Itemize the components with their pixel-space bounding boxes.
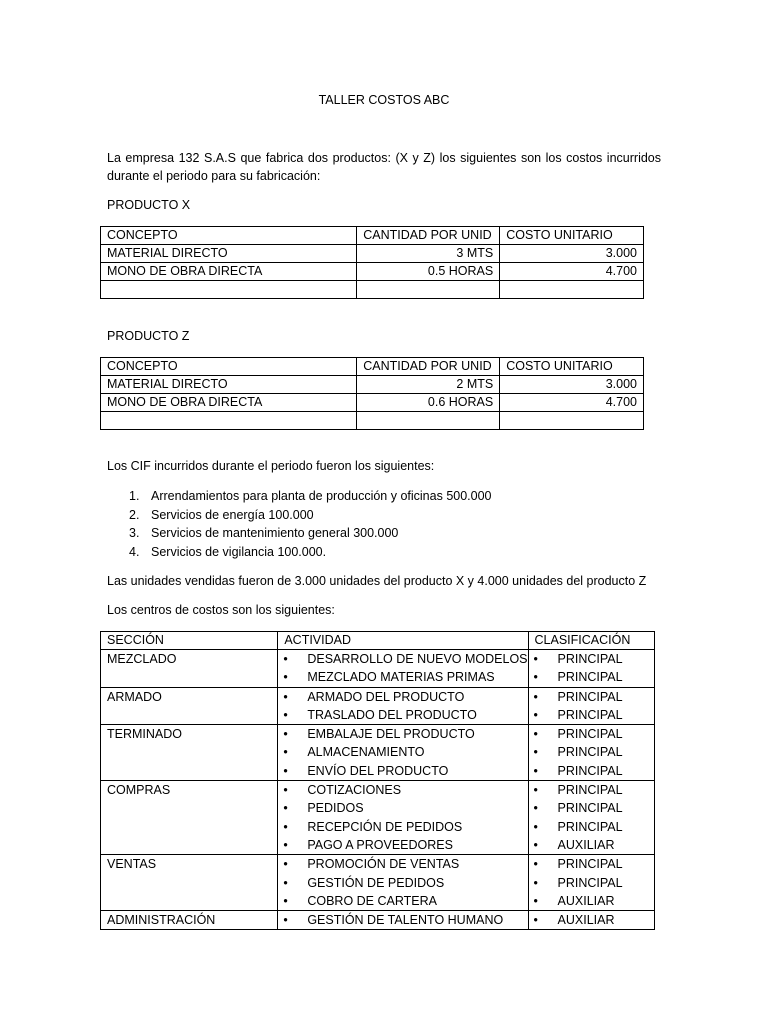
classification-cell [528, 650, 654, 688]
header-cell: CANTIDAD POR UNID [357, 227, 500, 245]
activity-cell [278, 855, 528, 911]
section-cell: TERMINADO [101, 725, 278, 781]
header-cell: ACTIVIDAD [278, 632, 528, 650]
activity-item: • PAGO A PROVEEDORES [278, 836, 527, 854]
list-number: 3. [129, 526, 140, 540]
header-cell: SECCIÓN [101, 632, 278, 650]
classification-item: • AUXILIAR [529, 911, 654, 929]
concept-cell: MONO DE OBRA DIRECTA [101, 394, 357, 412]
table-row [101, 263, 644, 281]
classification-item: • PRINCIPAL [529, 725, 654, 743]
classification-item: • PRINCIPAL [529, 855, 654, 873]
classification-item: • PRINCIPAL [529, 818, 654, 836]
classification-item: • PRINCIPAL [529, 743, 654, 761]
table-row [101, 394, 644, 412]
classification-item: • PRINCIPAL [529, 781, 654, 799]
units-sold-text: Las unidades vendidas fueron de 3.000 unidades del producto X y 4.000 unidades del producto Z [107, 574, 647, 588]
list-item [107, 506, 492, 525]
header-cell: COSTO UNITARIO [500, 227, 644, 245]
product-x-table [100, 226, 644, 299]
empty-cell [101, 412, 357, 430]
product-z-table [100, 357, 644, 430]
section-cell: VENTAS [101, 855, 278, 911]
page-title: TALLER COSTOS ABC [318, 93, 450, 107]
classification-item: • PRINCIPAL [529, 762, 654, 780]
table-header-row [101, 227, 644, 245]
list-number: 1. [129, 489, 140, 503]
list-text: Servicios de mantenimiento general 300.000 [151, 526, 399, 540]
activity-cell [278, 781, 528, 855]
activity-cell [278, 911, 528, 930]
activity-item: • TRASLADO DEL PRODUCTO [278, 706, 527, 724]
empty-cell [500, 281, 644, 299]
table-row [101, 650, 655, 688]
classification-item: • PRINCIPAL [529, 668, 654, 686]
section-cell: ADMINISTRACIÓN [101, 911, 278, 930]
section-cell: COMPRAS [101, 781, 278, 855]
concept-cell: MATERIAL DIRECTO [101, 245, 357, 263]
table-row [101, 725, 655, 781]
intro-paragraph: La empresa 132 S.A.S que fabrica dos productos: (X y Z) los siguientes son los costos incurridos durante el periodo para su fabricación: [107, 151, 661, 183]
classification-item: • PRINCIPAL [529, 688, 654, 706]
list-item [107, 487, 492, 506]
quantity-cell: 0.5 HORAS [357, 263, 500, 281]
activity-item: • ARMADO DEL PRODUCTO [278, 688, 527, 706]
activity-item: • DESARROLLO DE NUEVO MODELOS [278, 650, 527, 668]
classification-cell [528, 911, 654, 930]
activity-cell [278, 650, 528, 688]
classification-item: • PRINCIPAL [529, 799, 654, 817]
list-text: Servicios de energía 100.000 [151, 507, 314, 522]
classification-item: • PRINCIPAL [529, 874, 654, 892]
empty-cell [357, 281, 500, 299]
list-item [107, 524, 492, 543]
empty-row [101, 281, 644, 299]
list-item [107, 543, 492, 562]
activity-cell [278, 725, 528, 781]
activity-item: • ENVÍO DEL PRODUCTO [278, 762, 527, 780]
list-number: 2. [129, 507, 140, 522]
cost-cell: 3.000 [500, 376, 644, 394]
activity-item: • COTIZACIONES [278, 781, 527, 799]
list-text: Arrendamientos para planta de producción y oficinas 500.000 [151, 489, 492, 503]
table-header-row [101, 632, 655, 650]
empty-cell [500, 412, 644, 430]
classification-cell [528, 725, 654, 781]
list-number: 4. [129, 544, 140, 559]
quantity-cell: 3 MTS [357, 245, 500, 263]
section-cell: ARMADO [101, 687, 278, 725]
activity-item: • PROMOCIÓN DE VENTAS [278, 855, 527, 873]
empty-row [101, 412, 644, 430]
activity-item: • GESTIÓN DE TALENTO HUMANO [278, 911, 527, 929]
table-row [101, 376, 644, 394]
activity-cell [278, 687, 528, 725]
centers-intro: Los centros de costos son los siguientes: [107, 603, 335, 617]
concept-cell: MATERIAL DIRECTO [101, 376, 357, 394]
classification-item: • AUXILIAR [529, 892, 654, 910]
activity-item: • MEZCLADO MATERIAS PRIMAS [278, 668, 527, 686]
classification-cell [528, 687, 654, 725]
cost-centers-table [100, 631, 655, 930]
table-row [101, 781, 655, 855]
table-row [101, 855, 655, 911]
quantity-cell: 0.6 HORAS [357, 394, 500, 412]
table-row [101, 687, 655, 725]
table-header-row [101, 358, 644, 376]
cif-list [107, 487, 492, 561]
cost-cell: 3.000 [500, 245, 644, 263]
empty-cell [101, 281, 357, 299]
classification-item: • PRINCIPAL [529, 650, 654, 668]
header-cell: CLASIFICACIÓN [528, 632, 654, 650]
section-cell: MEZCLADO [101, 650, 278, 688]
classification-item: • AUXILIAR [529, 836, 654, 854]
classification-item: • PRINCIPAL [529, 706, 654, 724]
header-cell: COSTO UNITARIO [500, 358, 644, 376]
activity-item: • COBRO DE CARTERA [278, 892, 527, 910]
table-row [101, 911, 655, 930]
activity-item: • RECEPCIÓN DE PEDIDOS [278, 818, 527, 836]
activity-item: • GESTIÓN DE PEDIDOS [278, 874, 527, 892]
cif-intro: Los CIF incurridos durante el periodo fueron los siguientes: [107, 459, 435, 473]
quantity-cell: 2 MTS [357, 376, 500, 394]
cost-cell: 4.700 [500, 263, 644, 281]
header-cell: CANTIDAD POR UNID [357, 358, 500, 376]
header-cell: CONCEPTO [101, 227, 357, 245]
concept-cell: MONO DE OBRA DIRECTA [101, 263, 357, 281]
activity-item: • ALMACENAMIENTO [278, 743, 527, 761]
header-cell: CONCEPTO [101, 358, 357, 376]
product-z-label: PRODUCTO Z [107, 329, 190, 343]
activity-item: • PEDIDOS [278, 799, 527, 817]
list-text: Servicios de vigilancia 100.000. [151, 544, 327, 559]
empty-cell [357, 412, 500, 430]
activity-item: • EMBALAJE DEL PRODUCTO [278, 725, 527, 743]
cost-cell: 4.700 [500, 394, 644, 412]
classification-cell [528, 855, 654, 911]
table-row [101, 245, 644, 263]
product-x-label: PRODUCTO X [107, 198, 191, 212]
classification-cell [528, 781, 654, 855]
